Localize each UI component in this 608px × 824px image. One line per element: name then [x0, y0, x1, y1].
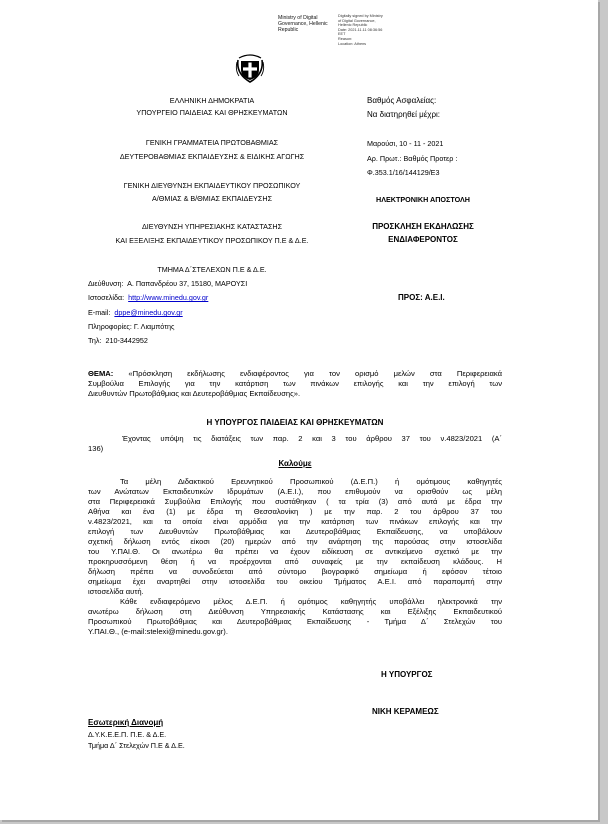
directorate-line2: ΚΑΙ ΕΞΕΛΙΞΗΣ ΕΚΠΑΙΔΕΥΤΙΚΟΥ ΠΡΟΣΩΠΙΚΟΥ Π.Ε & Δ.Ε. [115, 236, 309, 245]
phone-value: 210-3442952 [105, 336, 148, 345]
signature-detail-line: Location: Athens [338, 41, 367, 46]
subject-block [88, 369, 502, 399]
ministry-title: ΥΠΟΥΡΓΕΙΟ ΠΑΙΔΕΙΑΣ ΚΑΙ ΘΡΗΣΚΕΥΜΑΤΩΝ [136, 108, 288, 117]
email-label: E-mail: [88, 308, 111, 317]
address-label: Διεύθυνση: [88, 279, 124, 288]
contact-website [88, 293, 208, 302]
info-label: Πληροφορίες: [88, 322, 132, 331]
signature-detail-line: of Digital Governance, [338, 18, 376, 23]
minister-signature-title: Η ΥΠΟΥΡΓΟΣ [381, 670, 433, 679]
paragraph-line: επιλογή των Διευθυντών Πρωτοβάθμιας και Δευτεροβάθμιας Εκπαίδευσης, να υποβάλουν [88, 527, 502, 536]
body-paragraph-2 [88, 597, 502, 637]
signature-detail-line: Digitally signed by Ministry [338, 14, 383, 18]
greek-coat-of-arms-icon [235, 50, 265, 84]
contact-email [88, 308, 183, 317]
subject-label: ΘΕΜΑ: [88, 369, 114, 378]
republic-title: ΕΛΛΗΝΙΚΗ ΔΗΜΟΚΡΑΤΙΑ [169, 96, 255, 105]
subject-line: Διευθυντών Πρωτοβάθμιας και Δευτεροβάθμιας Εκπαίδευσης». [88, 389, 301, 398]
paragraph-line: των Ανώτατων Εκπαιδευτικών Ιδρυμάτων (Α.Ε.Ι.), που επιθυμούν να ορισθούν ως μέλη [88, 487, 502, 496]
signature-label: Ministry of Digital Governance, Hellenic Republic [278, 15, 328, 33]
paragraph-line: Τα μέλη Διδακτικού Ερευνητικού Προσωπικού (Δ.Ε.Π.) ή ομότιμους καθηγητές [120, 477, 502, 486]
signature-detail-line: Hellenic Republic [338, 23, 368, 28]
invitation-title-line1: ΠΡΟΣΚΛΗΣΗ ΕΚΔΗΛΩΣΗΣ [372, 222, 474, 231]
paragraph-line: Κάθε ενδιαφερόμενο μέλος Δ.Ε.Π. ή ομότιμος καθηγητής υποβάλλει ηλεκτρονικά την [120, 597, 502, 606]
distribution-item: Τμήμα Δ΄ Στελεχών Π.Ε & Δ.Ε. [88, 741, 185, 750]
paragraph-line: ν.4823/2021, και τα οποία είναι αρμόδια για την κατάρτιση των πινάκων επιλογής και την [88, 517, 502, 526]
subject-line: Συμβούλια Επιλογής για την κατάρτιση των πινάκων επιλογής και την επιλογή των [88, 379, 502, 388]
invitation-title-line2: ΕΝΔΙΑΦΕΡΟΝΤΟΣ [388, 235, 458, 244]
paragraph-line: Αθήνα και ένα (1) με έδρα τη Θεσσαλονίκη ) με την παρ. 2 του άρθρου 37 του [88, 507, 502, 516]
website-label: Ιστοσελίδα: [88, 293, 125, 302]
email-link[interactable]: dppe@minedu.gov.gr [114, 308, 183, 317]
considering-line: 136) [88, 444, 104, 453]
subject-text: «Πρόσκληση εκδήλωσης ενδιαφέροντος για τον ορισμό μελών στα Περιφερειακά [128, 369, 502, 378]
retention-period: Να διατηρηθεί μέχρι: [367, 110, 441, 119]
paragraph-line: Υ.ΠΑΙ.Θ., (e-mail:stelexi@minedu.gov.gr). [88, 627, 228, 636]
contact-phone [88, 336, 148, 345]
department-title: ΤΜΗΜΑ Δ΄ΣΤΕΛΕΧΩΝ Π.Ε & Δ.Ε. [157, 265, 267, 274]
info-value: Γ. Λιαμπότης [133, 322, 175, 331]
protocol-number: Φ.353.1/16/144129/Ε3 [367, 168, 440, 177]
paragraph-line: προκηρυσσόμενη θέση ή να προέρχονται από συναφείς με την εκπαίδευση κλάδους. Η [88, 557, 502, 566]
directorate-line1: ΔΙΕΥΘΥΝΣΗ ΥΠΗΡΕΣΙΑΚΗΣ ΚΑΤΑΣΤΑΣΗΣ [141, 222, 283, 231]
paragraph-line: ιστοσελίδα αυτή. [88, 587, 144, 596]
minister-title: Η ΥΠΟΥΡΓΟΣ ΠΑΙΔΕΙΑΣ ΚΑΙ ΘΡΗΣΚΕΥΜΑΤΩΝ [206, 418, 384, 427]
considering-block [88, 434, 502, 454]
paragraph-line: Προσωπικού Πρωτοβάθμιας και Δευτεροβάθμιας Εκπαίδευσης - Τμήμα Δ΄ Στελεχών του [88, 617, 502, 626]
signature-detail-line: EET [338, 32, 346, 37]
phone-label: Τηλ: [88, 336, 102, 345]
signature-details [338, 14, 398, 46]
distribution-item: Δ.Υ.Κ.Ε.Ε.Π. Π.Ε. & Δ.Ε. [88, 730, 167, 739]
paragraph-line: στα Περιφερειακά Συμβούλια Επιλογής που συστάθηκαν ( τα τρία (3) από αυτά με έδρα την [88, 497, 502, 506]
paragraph-line: σημείωμα έχει αναρτηθεί στην ιστοσελίδα του οικείου Τμήματος Α.Ε.Ι. από παραπομπή στην [88, 577, 502, 586]
protocol-label: Αρ. Πρωτ.: Βαθμός Προτερ : [367, 154, 458, 163]
subject-line [88, 369, 502, 379]
paragraph-line: του Υ.ΠΑΙ.Θ. Οι ανωτέρω θα πρέπει να έχουν ειδίκευση σε αντικείμενο σχετικό με την [88, 547, 502, 556]
general-directorate-line2: Α/ΘΜΙΑΣ & Β/ΘΜΙΑΣ ΕΚΠΑΙΔΕΥΣΗΣ [151, 194, 273, 203]
general-secretariat-line2: ΔΕΥΤΕΡΟΒΑΘΜΙΑΣ ΕΚΠΑΙΔΕΥΣΗΣ & ΕΙΔΙΚΗΣ ΑΓΩΓΗΣ [119, 152, 305, 161]
general-directorate-line1: ΓΕΝΙΚΗ ΔΙΕΥΘΥΝΣΗ ΕΚΠΑΙΔΕΥΤΙΚΟΥ ΠΡΟΣΩΠΙΚΟΥ [123, 181, 301, 190]
signature-detail-line: Date: 2021.11.11 08:36:56 [338, 27, 383, 32]
paragraph-line: σχετική δήλωση εντός είκοσι (20) ημερών από την ανάρτηση της παρούσας στην ιστοσελίδα [88, 537, 502, 546]
we-call-heading: Καλούμε [278, 459, 312, 468]
considering-line: Έχοντας υπόψη τις διατάξεις των παρ. 2 και 3 του άρθρου 37 του ν.4823/2021 (Α΄ [122, 434, 502, 443]
body-paragraph-1 [88, 477, 502, 597]
paragraph-line: ανωτέρω δήλωση στη Διεύθυνση Υπηρεσιακής Κατάστασης και Εξέλιξης Εκπαιδευτικού [88, 607, 502, 616]
recipient-label: ΠΡΟΣ: Α.Ε.Ι. [398, 293, 445, 302]
address-value: Α. Παπανδρέου 37, 15180, ΜΑΡΟΥΣΙ [127, 279, 248, 288]
contact-info [88, 322, 175, 331]
contact-address [88, 279, 247, 288]
electronic-sending-label: ΗΛΕΚΤΡΟΝΙΚΗ ΑΠΟΣΤΟΛΗ [376, 195, 470, 204]
document-date: Μαρούσι, 10 - 11 - 2021 [367, 139, 444, 148]
signature-detail-line: Reason: [338, 36, 353, 41]
distribution-title: Εσωτερική Διανομή [88, 718, 164, 727]
website-link[interactable]: http://www.minedu.gov.gr [128, 293, 209, 302]
general-secretariat-line1: ΓΕΝΙΚΗ ΓΡΑΜΜΑΤΕΙΑ ΠΡΩΤΟΒΑΘΜΙΑΣ [145, 138, 279, 147]
security-level: Βαθμός Ασφαλείας: [367, 96, 437, 105]
paragraph-line: δήλωση πρέπει να συνοδεύεται από σύντομο βιογραφικό σημείωμα ή εφόσον τέτοιο [88, 567, 502, 576]
minister-name: ΝΙΚΗ ΚΕΡΑΜΕΩΣ [372, 707, 439, 716]
